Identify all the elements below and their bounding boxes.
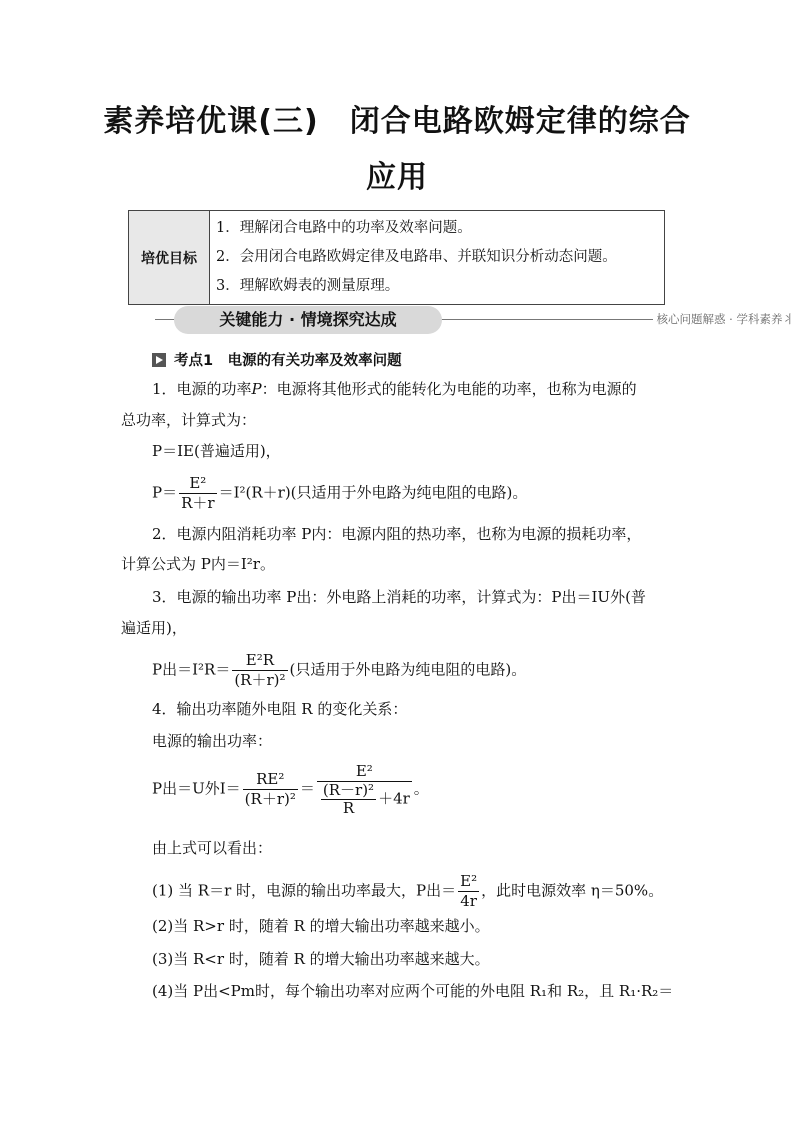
paragraph-3-line1: 3．电源的输出功率 P出：外电路上消耗的功率，计算式为：P出＝IU外(普	[152, 588, 646, 606]
fraction-numerator: E²	[460, 872, 478, 890]
conclusion-intro: 由上式可以看出：	[152, 839, 273, 857]
goal-item: 2．会用闭合电路欧姆定律及电路串、并联知识分析动态问题。	[216, 249, 617, 265]
p1-symbol: P	[251, 380, 262, 398]
paragraph-4-line2: 电源的输出功率：	[152, 732, 273, 750]
goal-item: 3．理解欧姆表的测量原理。	[216, 278, 400, 294]
f2-lhs: P＝	[152, 483, 178, 502]
fraction	[243, 770, 298, 809]
paragraph-2-line1: 2．电源内阻消耗功率 P内：电源内阻的热功率，也称为电源的损耗功率，	[152, 525, 642, 543]
f2-note: (只适用于外电路为纯电阻的电路)。	[290, 483, 528, 502]
formula-output-vs-r	[152, 762, 429, 817]
f3-lhs: P出＝I²R＝	[152, 660, 231, 679]
conclusion-3: (3)当 R<r 时，随着 R 的增大输出功率越来越大。	[152, 950, 490, 968]
f4-eq: ＝	[299, 779, 315, 798]
fraction-numerator: E²R	[232, 651, 287, 671]
paragraph-1-line1	[152, 379, 637, 399]
fraction-denominator: (R＋r)²	[234, 671, 286, 689]
fraction-numerator: (R－r)²	[322, 781, 375, 799]
formula-output-power	[152, 651, 526, 690]
paragraph-4-line1: 4．输出功率随外电阻 R 的变化关系：	[152, 700, 408, 718]
fraction-denominator: R＋r	[181, 494, 215, 512]
fraction-denominator: R	[342, 799, 355, 817]
fraction	[232, 651, 287, 690]
p1-lead: 1．电源的功率	[152, 380, 252, 398]
paragraph-2-line2: 计算公式为 P内＝I²r。	[121, 555, 275, 573]
paragraph-1-line2: 总功率，计算式为：	[121, 411, 257, 429]
p1-rest: ：电源将其他形式的能转化为电能的功率，也称为电源的	[261, 380, 637, 398]
fraction	[458, 872, 479, 911]
f4-end: 。	[413, 779, 429, 798]
nested-fraction	[321, 782, 376, 817]
topic-heading	[152, 349, 402, 370]
f2-mid: ＝I²(R＋r)	[218, 483, 291, 502]
fraction-denominator	[317, 782, 412, 817]
f4-plus: ＋4r	[378, 789, 410, 808]
conclusion-4: (4)当 P出<Pm时，每个输出功率对应两个可能的外电阻 R₁和 R₂，且 R₁·R₂＝	[152, 982, 674, 1000]
fraction-numerator: E²	[179, 474, 216, 494]
goals-table	[128, 210, 665, 305]
f4-lhs: P出＝U外I＝	[152, 779, 241, 798]
page-title-line2: 应用	[366, 160, 428, 195]
section-banner: 关键能力 · 情境探究达成	[174, 306, 442, 334]
fraction-denominator: 4r	[460, 892, 477, 910]
fraction-numerator: E²	[317, 762, 412, 782]
goal-item: 1．理解闭合电路中的功率及效率问题。	[216, 220, 472, 236]
c1-post: ，此时电源效率 η＝50%。	[481, 881, 664, 900]
section-banner-right: 核心问题解惑 · 学科素养丬	[653, 311, 794, 327]
c1-pre: (1) 当 R＝r 时，电源的输出功率最大，P出＝	[152, 881, 457, 900]
goals-label: 培优目标	[129, 211, 210, 305]
fraction-numerator: RE²	[243, 770, 298, 790]
conclusion-1	[152, 872, 663, 911]
formula-total-power: P＝IE(普遍适用)，	[152, 442, 281, 460]
fraction	[179, 474, 216, 513]
page-title-line1: 素养培优课(三) 闭合电路欧姆定律的综合	[103, 104, 691, 139]
goals-list	[210, 211, 665, 305]
topic-title: 考点1 电源的有关功率及效率问题	[174, 353, 402, 369]
paragraph-3-line2: 遍适用)，	[121, 619, 187, 637]
fraction	[317, 762, 412, 817]
f3-note: (只适用于外电路为纯电阻的电路)。	[289, 660, 527, 679]
formula-total-power-pure	[152, 474, 527, 513]
play-triangle-icon	[152, 353, 166, 367]
fraction-denominator: (R＋r)²	[244, 790, 296, 808]
conclusion-2: (2)当 R>r 时，随着 R 的增大输出功率越来越小。	[152, 917, 490, 935]
